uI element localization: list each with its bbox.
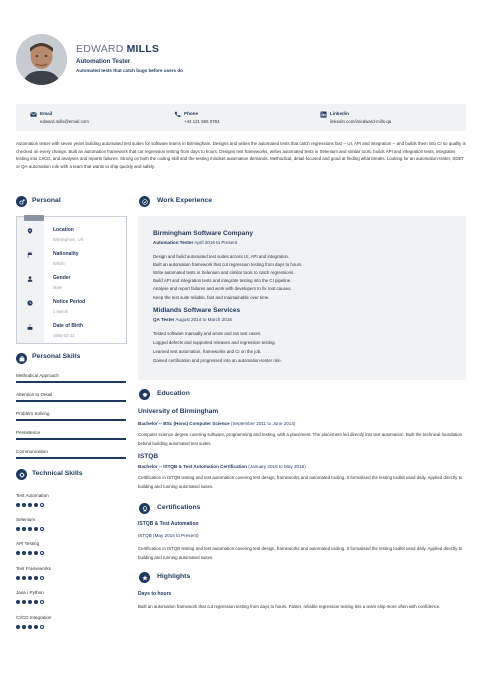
skill-underline bbox=[16, 400, 126, 402]
flag-icon bbox=[27, 252, 33, 258]
personal-value: Birmingham, UK bbox=[53, 237, 84, 242]
rating-dot bbox=[28, 600, 32, 604]
personal-row-location bbox=[17, 219, 127, 243]
clock-icon bbox=[27, 300, 33, 306]
personal-value: 1 month bbox=[53, 309, 69, 314]
school-name: University of Birmingham bbox=[138, 408, 219, 415]
tech-skill-name: CI/CD Integration bbox=[16, 615, 52, 620]
tech-skill-item bbox=[16, 517, 126, 541]
rating-dot bbox=[34, 527, 38, 531]
company-name: Birmingham Software Company bbox=[153, 230, 254, 237]
cake-icon bbox=[27, 324, 33, 330]
personal-skill-item bbox=[16, 445, 126, 463]
rating-dot bbox=[34, 503, 38, 507]
skill-underline bbox=[16, 381, 126, 383]
linkedin-label: Linkedin bbox=[330, 111, 349, 116]
tech-skill-name: Test Frameworks bbox=[16, 566, 51, 571]
work-bullet: Logged defects and supported releases and regression testing. bbox=[153, 340, 276, 345]
work-bullet: Design and build automated test suites across UI, API and integration. bbox=[153, 254, 290, 259]
certification-description: Certification in ISTQB testing and test automation covering test design, frameworks and automated tooling. It formalised the testing toolkit used daily. Applied directly to building and running automated suites. bbox=[138, 546, 463, 560]
rating-dot bbox=[16, 600, 20, 604]
work-section-title: Work Experience bbox=[157, 197, 213, 204]
rating-dot bbox=[40, 625, 44, 629]
person-icon bbox=[27, 276, 33, 282]
education-description: Computer science degree covering software, programming and testing, with a placement. The placement led directly into test automation. Built the technical foundation behind building automated test suites. bbox=[138, 432, 463, 446]
personal-value: Male bbox=[53, 285, 63, 290]
certification-name bbox=[138, 521, 199, 527]
rating-dot bbox=[28, 576, 32, 580]
contact-bar bbox=[16, 104, 466, 131]
work-bullet: Build API and integration tests and integrate testing into the CI pipeline. bbox=[153, 278, 292, 283]
highlight-title bbox=[138, 591, 171, 597]
education-section-title: Education bbox=[157, 390, 190, 397]
rating-dot bbox=[22, 527, 26, 531]
tech-skill-item bbox=[16, 566, 126, 590]
degree-dates: (January 2016 to May 2016) bbox=[248, 464, 306, 469]
personal-row-dob bbox=[17, 315, 127, 339]
profile-photo bbox=[16, 34, 67, 85]
job-title: Automation Tester bbox=[76, 58, 131, 65]
rating-dot bbox=[34, 625, 38, 629]
certifications-section-title: Certifications bbox=[157, 504, 201, 511]
degree-title: Bachelor -- BSc (Hons) Computer Science bbox=[138, 421, 230, 426]
personal-label: Notice Period bbox=[53, 299, 86, 305]
work-bullet: Analyse and report failures and work with developers to fix root causes. bbox=[153, 286, 292, 291]
tech-skill-name: API Testing bbox=[16, 541, 40, 546]
skill-name: Problem Solving bbox=[16, 411, 50, 416]
last-name: MILLS bbox=[126, 43, 160, 55]
skill-name: Methodical Approach bbox=[16, 373, 59, 378]
skill-underline bbox=[16, 457, 126, 459]
email-value[interactable]: edward.mills@email.com bbox=[40, 119, 89, 124]
rating-dot bbox=[16, 503, 20, 507]
technical-skills-icon bbox=[16, 469, 27, 480]
rating-dot bbox=[34, 600, 38, 604]
rating-dot bbox=[16, 625, 20, 629]
rating-dot bbox=[40, 527, 44, 531]
school-name: ISTQB bbox=[138, 453, 159, 460]
candidate-name bbox=[76, 43, 159, 55]
role-title: QA Tester bbox=[153, 317, 175, 322]
rating-dot bbox=[40, 576, 44, 580]
rating-dot bbox=[16, 527, 20, 531]
personal-label: Gender bbox=[53, 275, 71, 281]
personal-skill-item bbox=[16, 407, 126, 425]
rating-dot bbox=[28, 625, 32, 629]
email-label: Email bbox=[40, 111, 53, 116]
education-description: Certification in ISTQB testing and test automation covering test design, frameworks and automated tooling. It formalised the testing toolkit used daily. Applied directly to building and running automated suites. bbox=[138, 475, 463, 489]
rating-dot bbox=[22, 625, 26, 629]
personal-label: Location bbox=[53, 227, 74, 233]
skill-name: Attention to Detail bbox=[16, 392, 53, 397]
personal-value: British bbox=[53, 261, 65, 266]
personal-value: 1994-03-22 bbox=[53, 333, 75, 338]
personal-skills-title: Personal Skills bbox=[32, 353, 81, 360]
role-title: Automation Tester bbox=[153, 240, 194, 245]
personal-row-notice bbox=[17, 291, 127, 315]
tech-skill-item bbox=[16, 590, 126, 614]
personal-skill-item bbox=[16, 388, 126, 406]
rating-dot bbox=[28, 551, 32, 555]
linkedin-icon bbox=[320, 111, 327, 118]
work-bullet: Tested software manually and wrote and ran test cases. bbox=[153, 331, 262, 336]
tech-skill-item bbox=[16, 541, 126, 565]
highlight-description: Built an automation framework that cut regression testing from days to hours. Faster, reliable regression testing lets a team ship more often with confidence. bbox=[138, 604, 441, 609]
certification-dates: ISTQB (May 2016 to Present) bbox=[138, 533, 199, 538]
personal-section-title: Personal bbox=[32, 197, 61, 204]
skill-name: Persistence bbox=[16, 430, 41, 435]
highlights-section-title: Highlights bbox=[157, 573, 191, 580]
certification-title: ISTQB & Test Automation bbox=[138, 521, 199, 527]
rating-dot bbox=[28, 527, 32, 531]
work-bullet: Keep the test suite reliable, fast and maintainable over time. bbox=[153, 295, 270, 300]
rating-dot bbox=[22, 576, 26, 580]
work-section-icon bbox=[139, 196, 150, 207]
education-section-icon bbox=[139, 389, 150, 400]
first-name: EDWARD bbox=[76, 43, 124, 55]
rating-dot bbox=[40, 600, 44, 604]
technical-skills-title: Technical Skills bbox=[32, 470, 83, 477]
skill-name: Communication bbox=[16, 449, 48, 454]
role-line bbox=[153, 240, 237, 245]
email-icon bbox=[30, 111, 37, 118]
skill-underline bbox=[16, 438, 126, 440]
work-bullet: Built an automation framework that cut regression testing from days to hours. bbox=[153, 262, 303, 267]
personal-section-icon bbox=[16, 196, 27, 207]
personal-skill-item bbox=[16, 369, 126, 387]
personal-skills-icon bbox=[16, 353, 27, 364]
work-experience-panel bbox=[138, 216, 466, 380]
degree-title: Bachelor -- ISTQB & Test Automation Certification bbox=[138, 464, 247, 469]
role-dates: April 2016 to Present bbox=[194, 240, 238, 245]
linkedin-value[interactable]: linkedin.com/in/edward-mills-qa bbox=[330, 119, 392, 124]
rating-dot bbox=[16, 551, 20, 555]
degree-line bbox=[138, 464, 306, 469]
role-dates: August 2014 to March 2016 bbox=[175, 317, 232, 322]
work-bullet: Gained certification and progressed into an automation-tester role. bbox=[153, 358, 282, 363]
personal-skill-item bbox=[16, 426, 126, 444]
tech-skill-item bbox=[16, 493, 126, 517]
work-bullet: Write automated tests in Selenium and similar tools to catch regressions. bbox=[153, 270, 295, 275]
location-icon bbox=[27, 228, 33, 234]
rating-dot bbox=[34, 576, 38, 580]
personal-row-gender bbox=[17, 267, 127, 291]
phone-label: Phone bbox=[184, 111, 199, 116]
highlights-section-icon bbox=[139, 572, 150, 583]
skill-underline bbox=[16, 419, 126, 421]
tagline: Automated tests that catch bugs before users do bbox=[76, 68, 183, 73]
highlight-title-text: Days to hours bbox=[138, 591, 172, 597]
rating-dot bbox=[22, 551, 26, 555]
rating-dot bbox=[22, 600, 26, 604]
personal-details-box bbox=[16, 216, 127, 344]
rating-dot bbox=[34, 551, 38, 555]
rating-dot bbox=[40, 551, 44, 555]
tech-skill-name: Java / Python bbox=[16, 590, 44, 595]
profile-summary: Automation tester with seven years building automated test suites for software teams in Birmingham. Designs and writes the automated tests that catch regressions fast -- UI, API and integration -- and builds them into CI so quality is checked on every change. Built an automation framework that cut regression testing from days to hours. Designs test frameworks, writes automated tests in Selenium and similar tools, builds API and integration tests, integrates testing into CI/CD, and analyses and reports failures. Strong on both the coding skill and the testing mindset automation demands. Methodical, detail-focused and good at finding what breaks. Looking for an automation-tester, SDET or QA-automation role with a team that wants to ship quickly and safely. bbox=[16, 141, 466, 169]
role-line bbox=[153, 317, 232, 322]
tech-skill-item bbox=[16, 615, 126, 639]
work-bullet: Learned test automation, frameworks and CI on the job. bbox=[153, 349, 262, 354]
rating-dot bbox=[22, 503, 26, 507]
personal-label: Nationality bbox=[53, 251, 79, 257]
rating-dot bbox=[28, 503, 32, 507]
certifications-section-icon bbox=[139, 503, 150, 514]
rating-dot bbox=[16, 576, 20, 580]
tech-skill-name: Test Automation bbox=[16, 493, 49, 498]
phone-value[interactable]: +44 121 555 0784 bbox=[184, 119, 220, 124]
phone-icon bbox=[174, 111, 181, 118]
personal-label: Date of Birth bbox=[53, 323, 83, 329]
company-name: Midlands Software Services bbox=[153, 307, 241, 314]
personal-row-nationality bbox=[17, 243, 127, 267]
tech-skill-name: Selenium bbox=[16, 517, 36, 522]
degree-dates: (September 2011 to June 2014) bbox=[230, 421, 296, 426]
rating-dot bbox=[40, 503, 44, 507]
degree-line bbox=[138, 421, 295, 426]
